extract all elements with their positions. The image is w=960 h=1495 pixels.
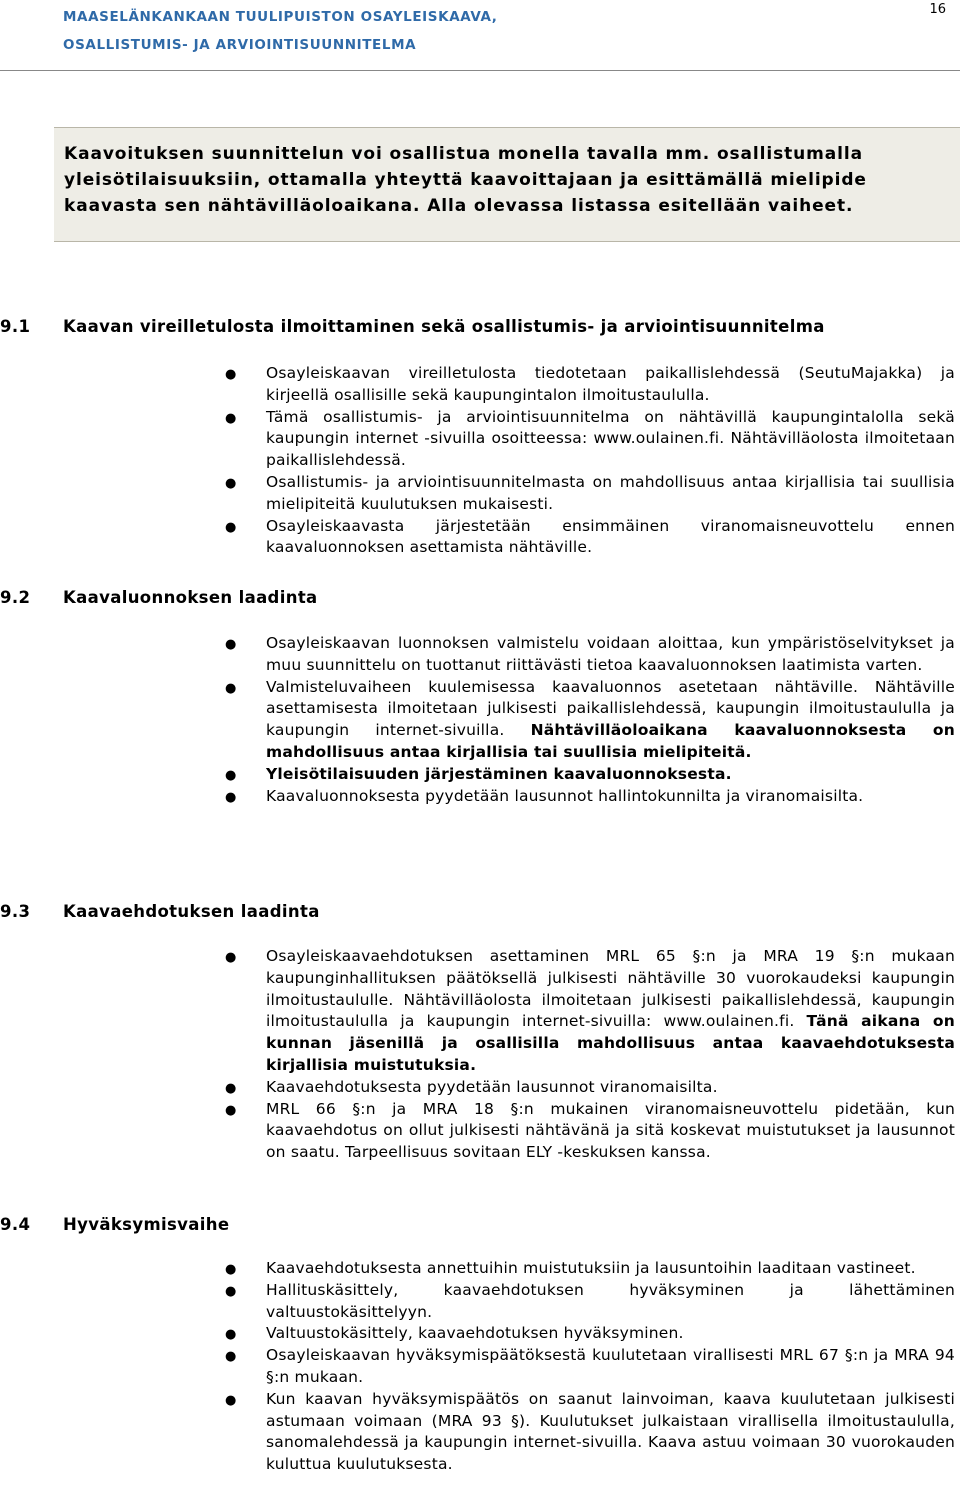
bullet-icon: ●: [225, 767, 237, 783]
bullet-icon: ●: [225, 519, 237, 535]
section-title: Kaavan vireilletulosta ilmoittaminen sekä osallistumis- ja arviointisuunnitelma: [63, 317, 825, 336]
header-divider: [0, 70, 960, 71]
section-list-9-3: [222, 946, 955, 1164]
bullet-icon: ●: [225, 475, 237, 491]
bullet-icon: ●: [225, 1327, 237, 1343]
list-item: ● Osayleiskaavan vireilletulosta tiedotetaan paikallislehdessä (SeutuMajakka) ja kirjeellä osallisille sekä kaupungintalon ilmoitustaululla.: [225, 364, 955, 404]
section-list-9-2: [222, 633, 955, 807]
bullet-icon: ●: [225, 637, 237, 652]
bullet-icon: ●: [225, 1262, 237, 1277]
document-header-subtitle: OSALLISTUMIS- JA ARVIOINTISUUNNITELMA: [63, 37, 417, 53]
list-item: ● Osallistumis- ja arviointisuunnitelmasta on mahdollisuus antaa kirjallisia tai suullisia mielipiteitä kuulutuksen mukaisesti.: [225, 472, 955, 513]
document-header-title: MAASELÄNKANKAAN TUULIPUISTON OSAYLEISKAAVA,: [63, 9, 498, 25]
list-item: ● Hallituskäsittely, kaavaehdotuksen hyväksyminen ja lähettäminen valtuustokäsittelyyn.: [225, 1280, 955, 1321]
page-number: 16: [929, 2, 946, 17]
list-item: ● Osayleiskaavan luonnoksen valmistelu voidaan aloittaa, kun ympäristöselvitykset ja muu suunnittelu on tuottanut riittävästi tietoa kaavaluonnoksen laatimista varten.: [225, 634, 955, 674]
section-number: 9.4: [0, 1215, 31, 1234]
bullet-icon: ●: [225, 680, 237, 696]
section-title: Kaavaehdotuksen laadinta: [63, 902, 320, 921]
section-number: 9.2: [0, 588, 31, 607]
intro-box: [54, 127, 960, 242]
list-item: ● Kun kaavan hyväksymispäätös on saanut lainvoiman, kaava kuulutetaan julkisesti astumaan voimaan (MRA 93 §). Kuulutukset julkaistaan virallisella ilmoitustaululla, sanomalehdessä ja kaupungin internet-sivuilla. Kaava astuu voimaan 30 vuorokauden kuluttua kuulutuksesta.: [225, 1389, 955, 1474]
list-item: ● Kaavaehdotuksesta pyydetään lausunnot viranomaisilta.: [222, 1077, 955, 1099]
list-item: ● Kaavaluonnoksesta pyydetään lausunnot hallintokunnilta ja viranomaisilta.: [222, 786, 955, 808]
bullet-icon: ●: [225, 1392, 237, 1408]
bullet-icon: ●: [225, 1349, 237, 1365]
list-item: ● Valtuustokäsittely, kaavaehdotuksen hyväksyminen.: [222, 1323, 955, 1345]
section-title: Kaavaluonnoksen laadinta: [63, 588, 318, 607]
section-number: 9.3: [0, 902, 31, 921]
bullet-icon: ●: [225, 1283, 237, 1299]
section-number: 9.1: [0, 317, 31, 336]
list-item: ● Osayleiskaavan hyväksymispäätöksestä kuulutetaan virallisesti MRL 67 §:n ja MRA 94 §:n mukaan.: [225, 1346, 955, 1386]
bullet-icon: ●: [225, 950, 237, 965]
bullet-icon: ●: [225, 367, 237, 382]
list-item: ● Osayleiskaavasta järjestetään ensimmäinen viranomaisneuvottelu ennen kaavaluonnoksen asettamista nähtäville.: [225, 516, 955, 557]
list-item: ● MRL 66 §:n ja MRA 18 §:n mukainen viranomaisneuvottelu pidetään, kun kaavaehdotus on ollut julkisesti nähtävänä ja sitä koskevat muistutukset ja lausunnot on saatu. Tarpeellisuus sovitaan ELY -keskuksen kanssa.: [225, 1099, 955, 1162]
list-item: ● Osayleiskaavaehdotuksen asettaminen MRL 65 §:n ja MRA 19 §:n mukaan kaupunginhallituksen päätöksellä julkisesti nähtäville 30 vuorokaudeksi kaupungin ilmoitustaululle. Nähtävilläolosta ilmoitetaan julkisesti paikallislehdessä, kaupungin ilmoitustaululla ja kaupungin internet-sivuilla: www.oulainen.fi. Tänä aikana on kunnan jäsenillä ja osallisilla mahdollisuus antaa kaavaehdotuksesta kirjallisia muistutuksia.: [225, 947, 955, 1074]
section-title: Hyväksymisvaihe: [63, 1215, 230, 1234]
list-item: ● Tämä osallistumis- ja arviointisuunnitelma on nähtävillä kaupungintalolla sekä kaupungin internet -sivuilla osoitteessa: www.oulainen.fi. Nähtävilläolosta ilmoitetaan paikallislehdessä.: [225, 407, 955, 470]
section-list-9-1: [222, 363, 955, 559]
bullet-icon: ●: [225, 1102, 237, 1118]
bullet-icon: ●: [225, 789, 237, 805]
section-list-9-4: [222, 1258, 955, 1476]
list-item: ● Yleisötilaisuuden järjestäminen kaavaluonnoksesta.: [222, 764, 955, 786]
bullet-icon: ●: [225, 1080, 237, 1096]
intro-text: Kaavoituksen suunnittelun voi osallistua monella tavalla mm. osallistumalla yleisötilaisuuksiin, ottamalla yhteyttä kaavoittajaan ja esittämällä mielipide kaavasta sen nähtävilläoloaikana. Alla olevassa listassa esitellään vaiheet.: [64, 144, 867, 216]
bullet-icon: ●: [225, 410, 237, 426]
list-item: ● Valmisteluvaiheen kuulemisessa kaavaluonnos asetetaan nähtäville. Nähtäville asettamisesta ilmoitetaan julkisesti paikallislehdessä, kaupungin ilmoitustaululla ja kaupungin internet-sivuilla. Nähtävilläoloaikana kaavaluonnoksesta on mahdollisuus antaa kirjallisia tai suullisia mielipiteitä.: [225, 677, 955, 761]
list-item: ● Kaavaehdotuksesta annettuihin muistutuksiin ja lausuntoihin laaditaan vastineet.: [222, 1258, 955, 1280]
